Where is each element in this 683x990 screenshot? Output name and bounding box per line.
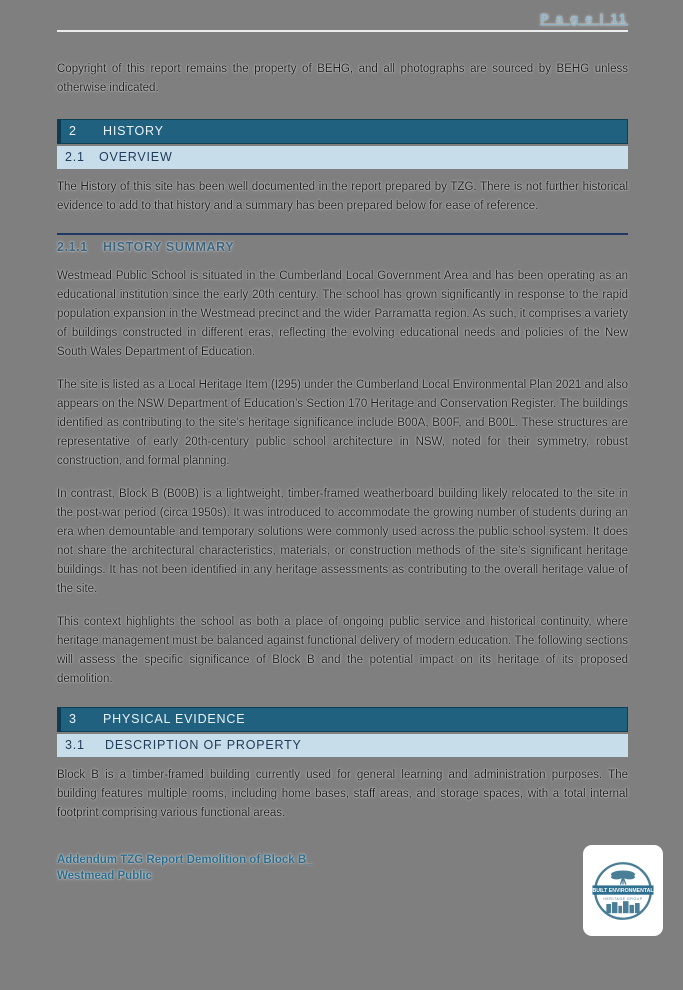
footer-report-title	[57, 852, 313, 884]
section-number: 2	[69, 124, 77, 138]
section-header-history	[57, 119, 628, 144]
logo-banner	[592, 885, 653, 894]
subsection-title: OVERVIEW	[99, 150, 173, 164]
copyright-note: Copyright of this report remains the property of BEHG, and all photographs are sourced by BEHG unless otherwise indicated.	[57, 63, 628, 94]
behg-logo	[583, 845, 663, 936]
content-column	[57, 0, 628, 835]
subsection-number: 3.1	[65, 738, 85, 752]
logo-org-name: BUILT ENVIRONMENTAL	[592, 887, 654, 894]
page-number: P a g e | 11	[540, 12, 628, 26]
summary-paragraph: In contrast, Block B (B00B) is a lightweight, timber-framed weatherboard building likely relocated to the site in the post-war period (circa 1950s). It was introduced to accommodate the growing number of students during an era when demountable and temporary solutions were commonly used across the public school system. It does not share the architectural characteristics, materials, or construction methods of the site’s significant heritage buildings. It has not been identified in any heritage assessments as contributing to the overall heritage value of the site.	[57, 488, 628, 595]
overview-paragraph: The History of this site has been well documented in the report prepared by TZG. There is not further historical evidence to add to that history and a summary has been prepared below for ease of reference.	[57, 181, 628, 212]
section-header-physical-evidence	[57, 707, 628, 732]
subsection-header-description	[57, 734, 628, 757]
logo-suborg-name: HERITAGE GROUP	[603, 896, 643, 901]
description-paragraph: Block B is a timber-framed building currently used for general learning and administration purposes. The building features multiple rooms, including home bases, staff areas, and storage spaces, with a total internal footprint comprising various functional areas.	[57, 769, 628, 819]
subsection-header-overview	[57, 146, 628, 169]
summary-paragraph: This context highlights the school as both a place of ongoing public service and historical continuity, where heritage management must be balanced against functional delivery of modern education. The following sections will assess the specific significance of Block B and the potential impact on its heritage of its proposed demolition.	[57, 616, 628, 685]
subsection-number: 2.1	[65, 150, 85, 164]
subsection-title: DESCRIPTION OF PROPERTY	[105, 738, 302, 752]
subheading-history-summary	[57, 233, 628, 254]
subheading-title: HISTORY SUMMARY	[103, 240, 235, 254]
summary-paragraph: Westmead Public School is situated in the Cumberland Local Government Area and has been operating as an educational institution since the early 20th century. The school has grown significantly in response to the rapid population expansion in the Westmead precinct and the wider Parramatta region. As such, it comprises a variety of buildings constructed in different eras, reflecting the evolving educational needs and policies of the New South Wales Department of Education.	[57, 270, 628, 358]
section-number: 3	[69, 712, 77, 726]
footer-line-1: Addendum TZG Report Demolition of Block B_	[57, 854, 313, 866]
section-title: HISTORY	[103, 124, 164, 138]
footer-line-2: Westmead Public	[57, 870, 153, 882]
page-header	[57, 0, 628, 32]
summary-paragraph: The site is listed as a Local Heritage Item (I295) under the Cumberland Local Environmental Plan 2021 and also appears on the NSW Department of Education’s Section 170 Heritage and Conservation Register. The buildings identified as contributing to the site’s heritage significance include B00A, B00F, and B00L. These structures are representative of early 20th-century public school architecture in NSW, noted for their symmetry, robust construction, and formal planning.	[57, 379, 628, 467]
section-title: PHYSICAL EVIDENCE	[103, 712, 246, 726]
behg-logo-graphic	[586, 851, 660, 931]
subheading-number: 2.1.1	[57, 240, 88, 254]
